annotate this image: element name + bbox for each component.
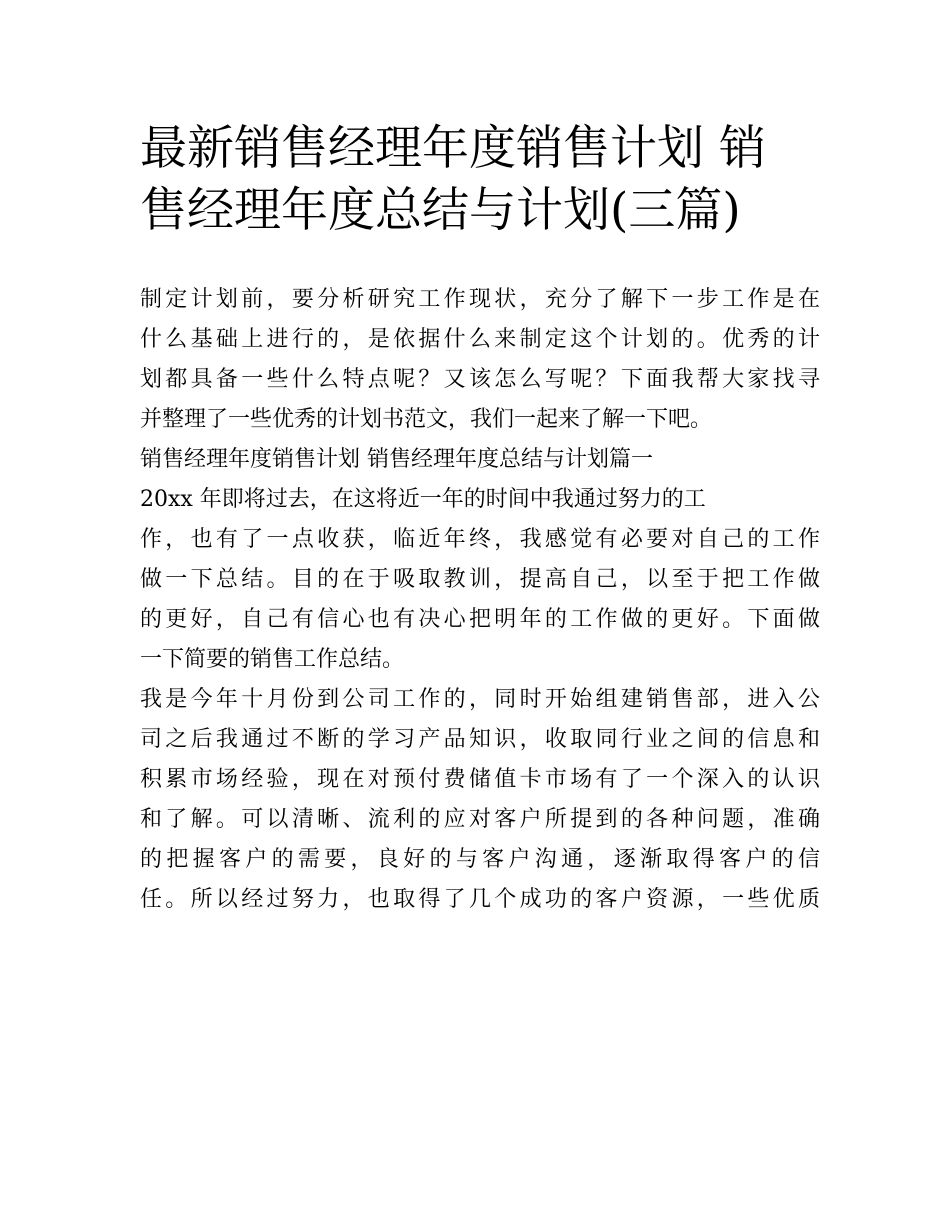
title-line: 售经理年度总结与计划(三篇) (140, 183, 741, 238)
document-body (140, 280, 820, 920)
body-line: 一下简要的销售工作总结。 (140, 647, 405, 672)
body-line: 我是今年十月份到公司工作的，同时开始组建销售部，进入公 (140, 687, 820, 712)
body-line: 并整理了一些优秀的计划书范文，我们一起来了解一下吧。 (140, 407, 713, 432)
body-line: 的把握客户的需要，良好的与客户沟通，逐渐取得客户的信 (140, 847, 820, 872)
body-line: 和了解。可以清晰、流利的应对客户所提到的各种问题，准确 (140, 807, 820, 832)
body-line: 积累市场经验，现在对预付费储值卡市场有了一个深入的认识 (140, 767, 820, 792)
title-line: 最新销售经理年度销售计划 销 (140, 121, 766, 176)
body-line: 制定计划前，要分析研究工作现状，充分了解下一步工作是在 (140, 287, 820, 312)
document-title (140, 118, 820, 242)
body-line: 20xx 年即将过去，在这将近一年的时间中我通过努力的工 (140, 487, 706, 512)
body-line: 划都具备一些什么特点呢？又该怎么写呢？下面我帮大家找寻 (140, 367, 820, 392)
body-line: 销售经理年度销售计划 销售经理年度总结与计划篇一 (140, 447, 653, 472)
body-line: 司之后我通过不断的学习产品知识，收取同行业之间的信息和 (140, 727, 820, 752)
body-line: 做一下总结。目的在于吸取教训，提高自己，以至于把工作做 (140, 567, 820, 592)
body-line: 作，也有了一点收获，临近年终，我感觉有必要对自己的工作 (140, 527, 820, 552)
body-line: 什么基础上进行的，是依据什么来制定这个计划的。优秀的计 (140, 327, 820, 352)
body-line: 的更好，自己有信心也有决心把明年的工作做的更好。下面做 (140, 607, 820, 632)
body-line: 任。所以经过努力，也取得了几个成功的客户资源，一些优质 (140, 887, 820, 912)
